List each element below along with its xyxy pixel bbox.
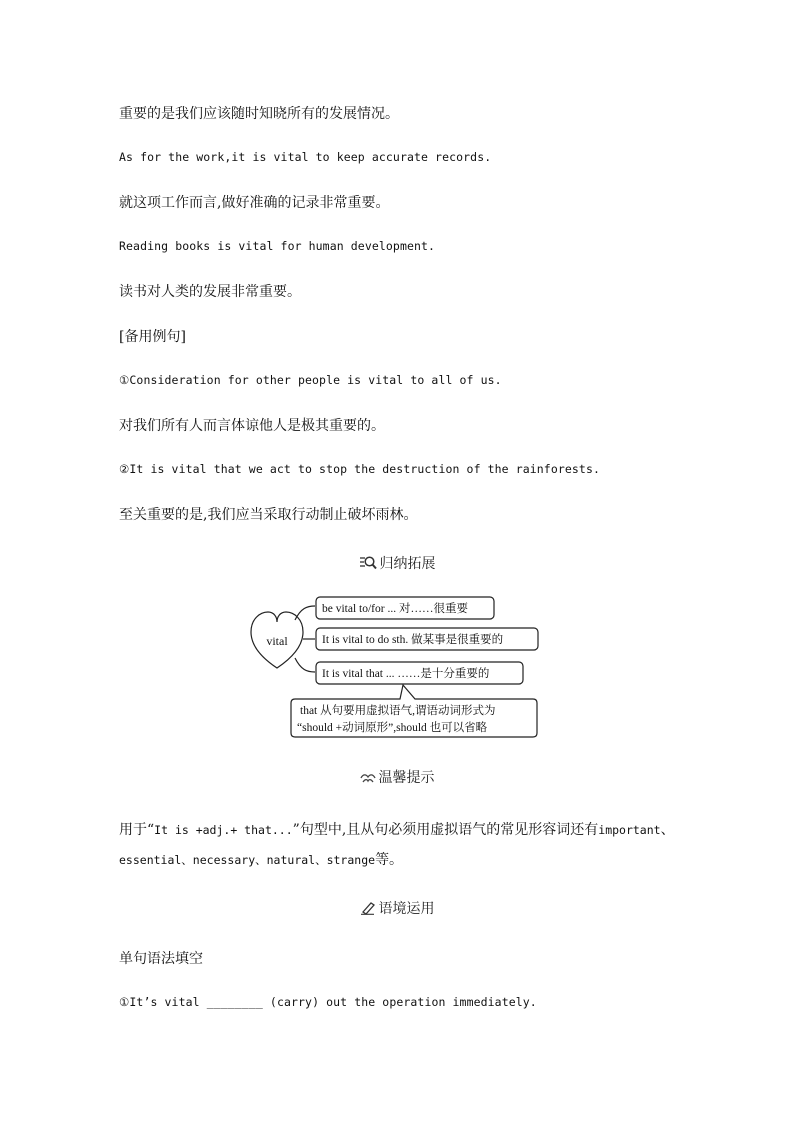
tip-separator: 、 [660, 822, 675, 838]
magnifier-icon [359, 555, 377, 574]
backup-translation-2: 至关重要的是,我们应当采取行动制止破坏雨林。 [119, 507, 418, 523]
example-sentence-1: As for the work,it is vital to keep accurate records. [119, 150, 492, 164]
diagram-note-line-2: “should +动词原形”,should 也可以省略 [297, 722, 488, 734]
sentence-translation-1: 重要的是我们应该随时知晓所有的发展情况。 [119, 106, 399, 122]
exercise-question-1 [119, 995, 537, 1009]
backup-example-1: ①Consideration for other people is vital to all of us. [119, 373, 502, 387]
hands-icon [360, 771, 376, 788]
section-usage-heading [0, 898, 794, 919]
answer-blank[interactable]: ________ [206, 995, 263, 1009]
tip-adjective-list: essential、necessary、natural、strange [119, 853, 376, 867]
diagram-center-label: vital [266, 634, 288, 648]
tip-text-part2: ”句型中,且从句必须用虚拟语气的常见形容词还有 [292, 822, 599, 838]
vital-diagram [245, 592, 545, 742]
tip-text-part1: 用于“ [119, 822, 155, 838]
section-tip-title: 温馨提示 [378, 770, 435, 786]
diagram-box-1-text: be vital to/for ... 对……很重要 [322, 603, 468, 615]
backup-examples-label: [备用例句] [119, 329, 186, 345]
sentence-translation-3: 读书对人类的发展非常重要。 [119, 284, 301, 300]
backup-translation-1: 对我们所有人而言体谅他人是极其重要的。 [119, 418, 385, 434]
tip-line-1 [119, 819, 675, 839]
exercise-heading: 单句语法填空 [119, 951, 203, 967]
example-sentence-2: Reading books is vital for human development. [119, 239, 436, 253]
question-1-suffix: (carry) out the operation immediately. [269, 995, 537, 1009]
section-induction-heading [0, 553, 794, 574]
diagram-note-line-1: that 从句要用虚拟语气,谓语动词形式为 [300, 705, 496, 717]
section-tip-heading [0, 767, 794, 788]
diagram-box-3-text: It is vital that ... ……是十分重要的 [322, 668, 490, 680]
section-induction-title: 归纳拓展 [379, 556, 436, 572]
question-1-prefix: ①It’s vital [119, 995, 200, 1009]
tip-line-2 [119, 849, 403, 869]
tip-text-part3: 等。 [375, 852, 404, 868]
section-usage-title: 语境运用 [378, 901, 435, 917]
tip-word-important: important [598, 823, 661, 837]
diagram-box-2-text: It is vital to do sth. 做某事是很重要的 [322, 634, 504, 646]
backup-example-2: ②It is vital that we act to stop the destruction of the rainforests. [119, 462, 600, 476]
tip-pattern: It is +adj.+ that... [154, 823, 293, 837]
pencil-icon [360, 901, 376, 919]
sentence-translation-2: 就这项工作而言,做好准确的记录非常重要。 [119, 195, 390, 211]
